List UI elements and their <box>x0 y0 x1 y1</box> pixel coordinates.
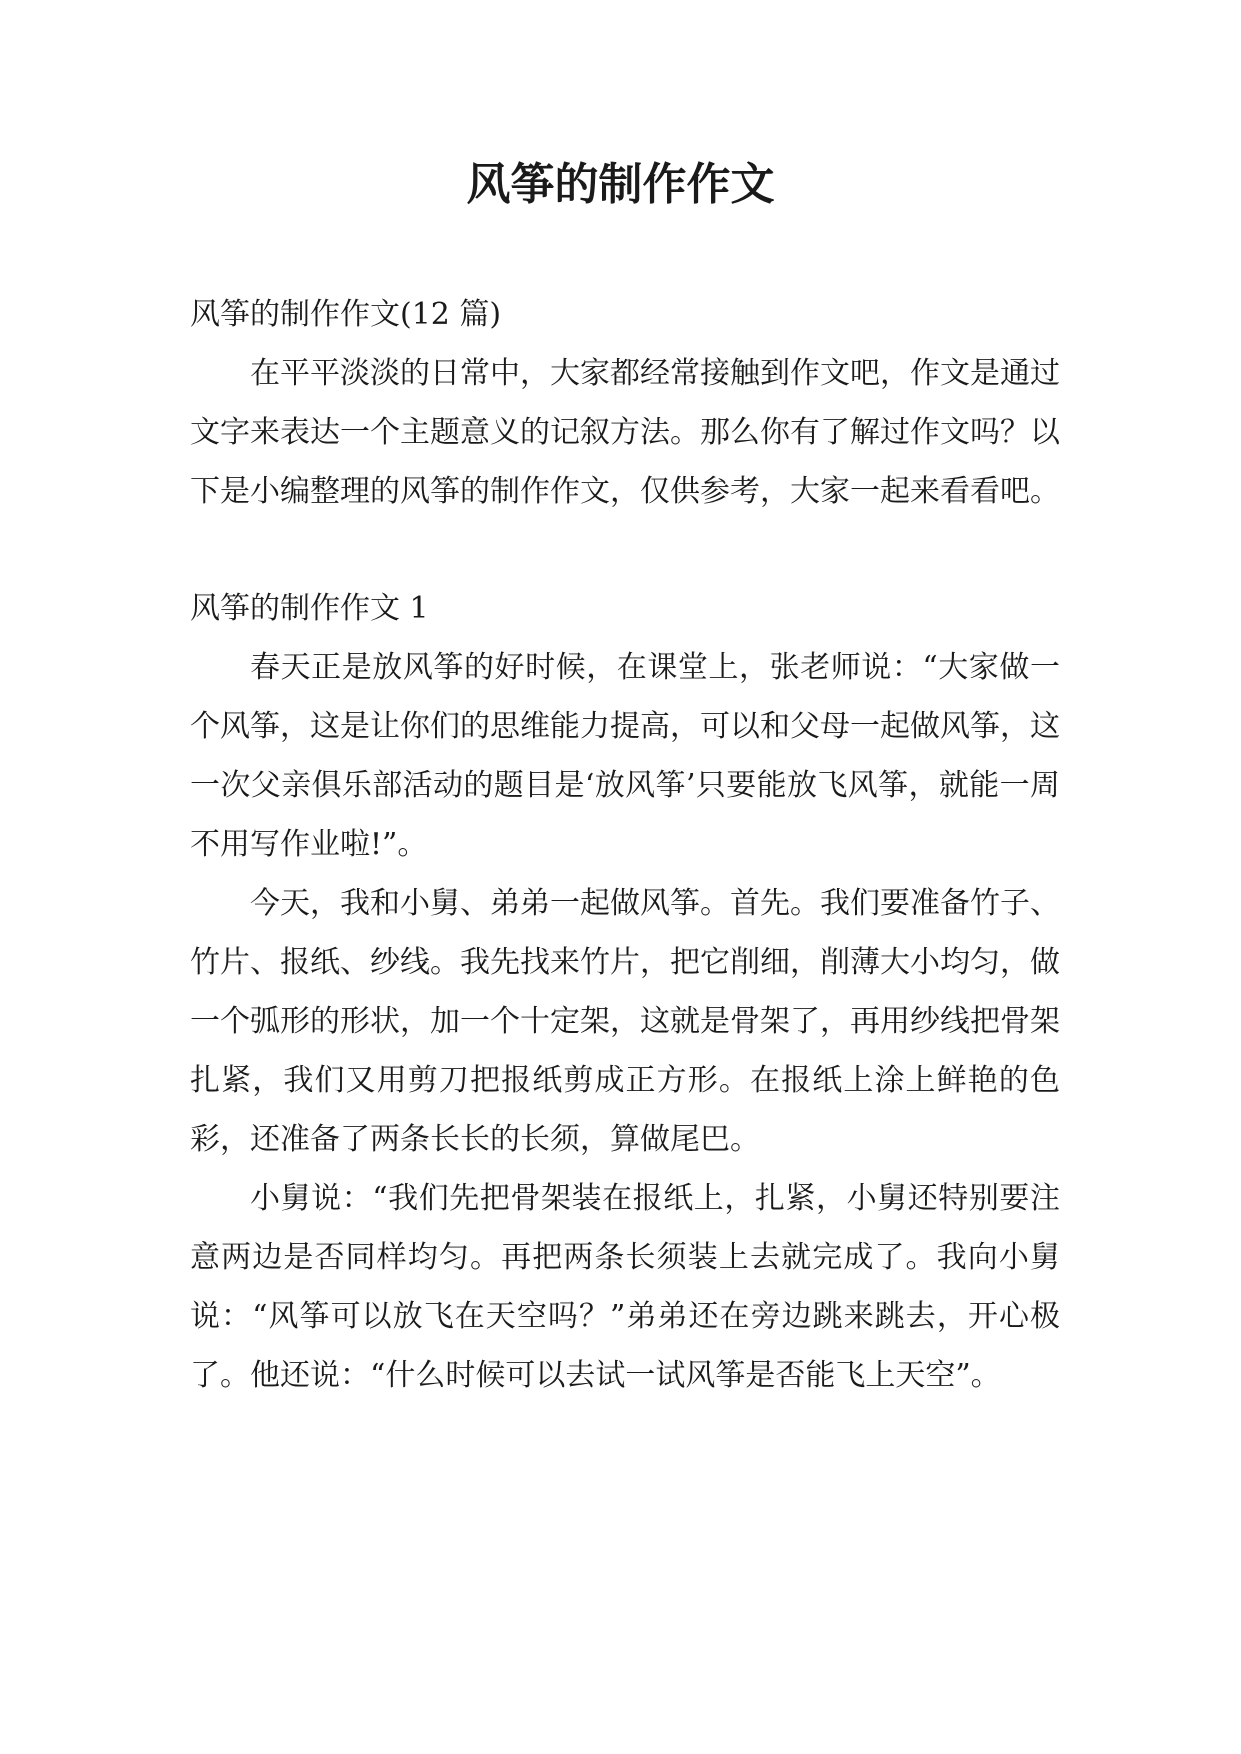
intro-paragraph: 在平平淡淡的日常中，大家都经常接触到作文吧，作文是通过文字来表达一个主题意义的记叙方法。那么你有了解过作文吗？以下是小编整理的风筝的制作作文，仅供参考，大家一起来看看吧。 <box>190 356 1060 509</box>
body-paragraph: 今天，我和小舅、弟弟一起做风筝。首先。我们要准备竹子、竹片、报纸、纱线。我先找来竹片，把它削细，削薄大小均匀，做一个弧形的形状，加一个十定架，这就是骨架了，再用纱线把骨架扎紧，我们又用剪刀把报纸剪成正方形。在报纸上涂上鲜艳的色彩，还准备了两条长长的长须，算做尾巴。 <box>190 886 1060 1157</box>
document-title: 风筝的制作作文 <box>466 159 775 210</box>
body-paragraph: 小舅说：“我们先把骨架装在报纸上，扎紧，小舅还特别要注意两边是否同样均匀。再把两条长须装上去就完成了。我向小舅说：“风筝可以放飞在天空吗？”弟弟还在旁边跳来跳去，开心极了。他还说：“什么时候可以去试一试风筝是否能飞上天空”。 <box>190 1181 1060 1393</box>
document-body <box>190 285 1060 1405</box>
section-spacer <box>190 521 1060 579</box>
intro-heading: 风筝的制作作文(12 篇) <box>190 297 502 332</box>
section-heading: 风筝的制作作文 1 <box>190 591 429 626</box>
body-paragraph: 春天正是放风筝的好时候，在课堂上，张老师说：“大家做一个风筝，这是让你们的思维能力提高，可以和父母一起做风筝，这一次父亲俱乐部活动的题目是‘放风筝’只要能放飞风筝，就能一周不用写作业啦!”。 <box>190 650 1060 862</box>
